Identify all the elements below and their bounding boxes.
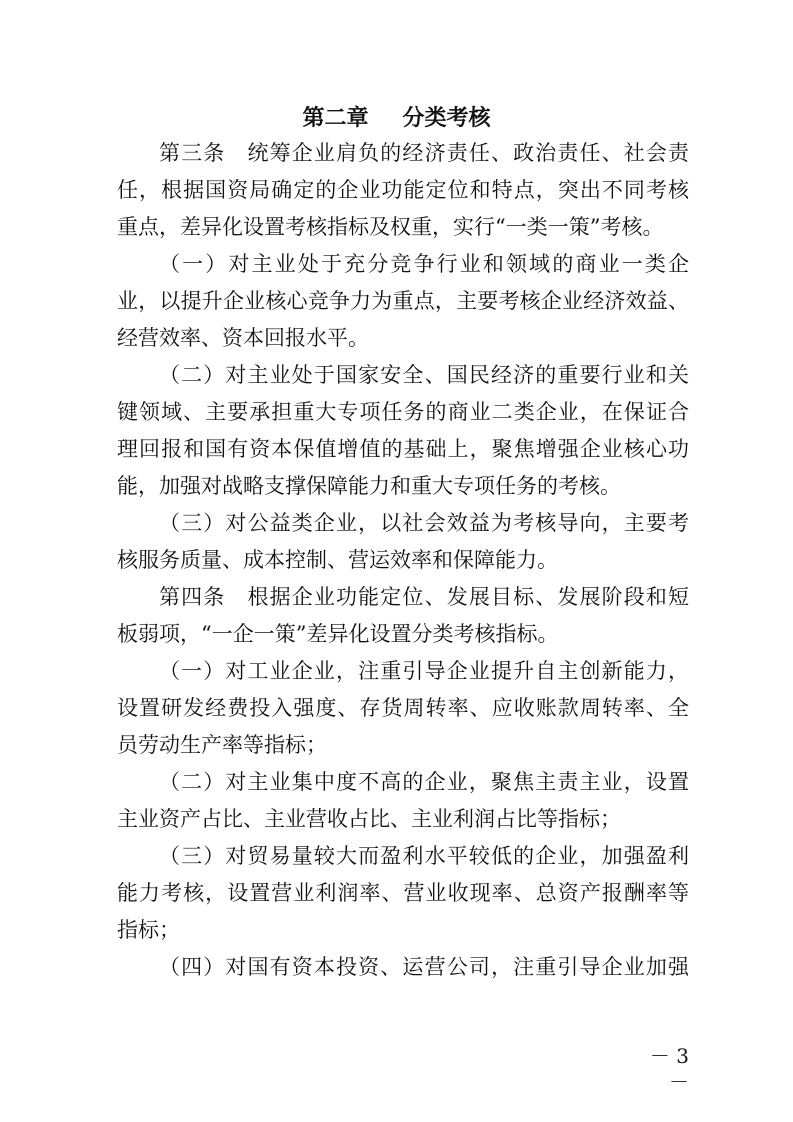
paragraph-line: 重点，差异化设置考核指标及权重，实行“一类一策”考核。 xyxy=(117,215,664,239)
paragraph-line: 核服务质量、成本控制、营运效率和保障能力。 xyxy=(117,548,558,572)
paragraph-line: （三）对贸易量较大而盈利水平较低的企业，加强盈利 xyxy=(159,844,689,868)
paragraph-line: 理回报和国有资本保值增值的基础上，聚焦增强企业核心功 xyxy=(117,437,689,461)
paragraph-line: 业，以提升企业核心竞争力为重点，主要考核企业经济效益、 xyxy=(117,289,689,313)
paragraph-line: 第三条 统筹企业肩负的经济责任、政治责任、社会责 xyxy=(159,141,689,165)
chapter-heading xyxy=(0,104,793,134)
paragraph-line: （二）对主业集中度不高的企业，聚焦主责主业，设置 xyxy=(159,770,689,794)
paragraph-line: 员劳动生产率等指标； xyxy=(117,733,327,757)
paragraph-line: 经营效率、资本回报水平。 xyxy=(117,326,369,350)
chapter-number: 第二章 xyxy=(302,106,369,131)
paragraph-line: （四）对国有资本投资、运营公司，注重引导企业加强 xyxy=(159,955,689,979)
paragraph-line: （一）对主业处于充分竞争行业和领域的商业一类企 xyxy=(159,252,689,276)
paragraph-line: （三）对公益类企业，以社会效益为考核导向，主要考 xyxy=(159,511,689,535)
paragraph-line: 能力考核，设置营业利润率、营业收现率、总资产报酬率等 xyxy=(117,881,689,905)
paragraph-line: 主业资产占比、主业营收占比、主业利润占比等指标； xyxy=(117,807,621,831)
paragraph-line: 指标； xyxy=(117,918,180,942)
page-number: － 3 － xyxy=(649,1044,689,1094)
paragraph-line: （二）对主业处于国家安全、国民经济的重要行业和关 xyxy=(159,363,689,387)
paragraph-line: 键领域、主要承担重大专项任务的商业二类企业，在保证合 xyxy=(117,400,689,424)
paragraph-line: （一）对工业企业，注重引导企业提升自主创新能力， xyxy=(159,659,689,683)
paragraph-line: 板弱项，“一企一策”差异化设置分类考核指标。 xyxy=(117,622,559,646)
paragraph-line: 设置研发经费投入强度、存货周转率、应收账款周转率、全 xyxy=(117,696,689,720)
chapter-title: 分类考核 xyxy=(402,106,491,131)
paragraph-line: 第四条 根据企业功能定位、发展目标、发展阶段和短 xyxy=(159,585,689,609)
paragraph-line: 能，加强对战略支撑保障能力和重大专项任务的考核。 xyxy=(117,474,621,498)
paragraph-line: 任，根据国资局确定的企业功能定位和特点，突出不同考核 xyxy=(117,178,689,202)
